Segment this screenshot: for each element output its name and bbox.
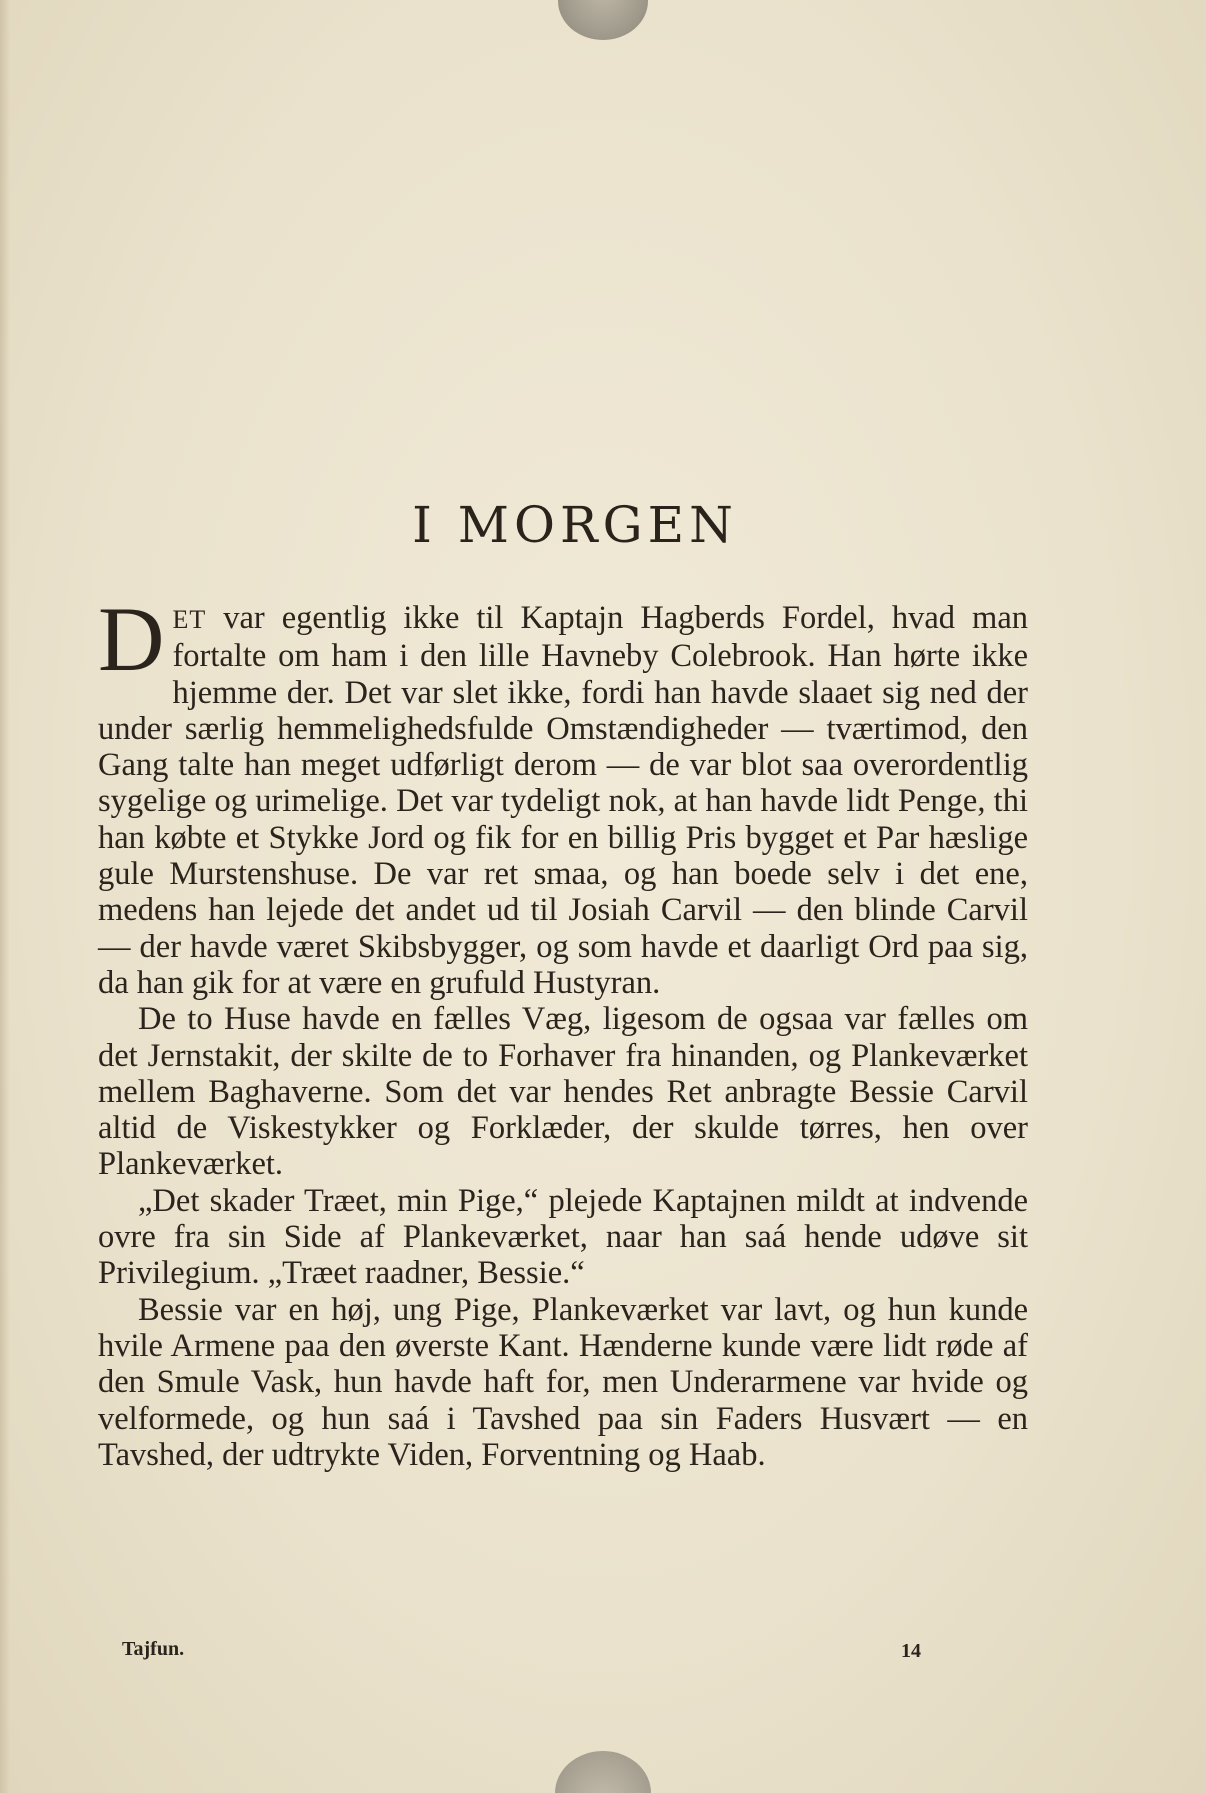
drop-cap: D — [98, 588, 165, 690]
paragraph-1-text: var egentlig ikke til Kaptajn Hagberds Fordel, hvad man fortalte om ham i den lille Havneby Colebrook. Han hørte ikke hjemme der. Det var slet ikke, fordi han havde slaaet sig ned der under særlig hemmelighedsfulde Omstændigheder — tværtimod, den Gang talte han meget udførligt derom — de var blot saa overordentlig sygelige og urimelige. Det var tydeligt nok, at han havde lidt Penge, thi han købte et Stykke Jord og fik for en billig Pris bygget et Par hæslige gule Murstenshuse. De var ret smaa, og han boede selv i det ene, medens han lejede det andet ud til Josiah Carvil — den blinde Carvil — der havde været Skibsbygger, og som havde et daarligt Ord paa sig, da han gik for at være en grufuld Hustyran. — [98, 600, 1028, 1001]
body-text — [98, 588, 1028, 1473]
page-edge-shadow — [0, 0, 10, 1793]
small-caps-opening: ET — [172, 605, 207, 634]
binding-clip-bottom — [555, 1751, 651, 1793]
page-number: 14 — [901, 1640, 921, 1662]
binding-clip-top — [558, 0, 648, 40]
chapter-title: I MORGEN — [412, 496, 738, 554]
signature-mark: Tajfun. — [122, 1638, 185, 1660]
paragraph-4: Bessie var en høj, ung Pige, Plankeværket var lavt, og hun kunde hvile Armene paa den øverste Kant. Hænderne kunde være lidt røde af den Smule Vask, hun havde haft for, men Underarmene var hvide og velformede, og hun saá i Tavshed paa sin Faders Husvært — en Tavshed, der udtrykte Viden, Forventning og Haab. — [98, 1291, 1028, 1473]
paragraph-1 — [98, 588, 1028, 1001]
paragraph-3: „Det skader Træet, min Pige,“ plejede Kaptajnen mildt at indvende ovre fra sin Side af Plankeværket, naar han saá hende udøve sit Privilegium. „Træet raadner, Bessie.“ — [98, 1182, 1028, 1292]
paragraph-2: De to Huse havde en fælles Væg, ligesom de ogsaa var fælles om det Jernstakit, der skilte de to Forhaver fra hinanden, og Plankeværket mellem Baghaverne. Som det var hendes Ret anbragte Bessie Carvil altid de Viskestykker og Forklæder, der skulde tørres, hen over Plankeværket. — [98, 1001, 1028, 1183]
